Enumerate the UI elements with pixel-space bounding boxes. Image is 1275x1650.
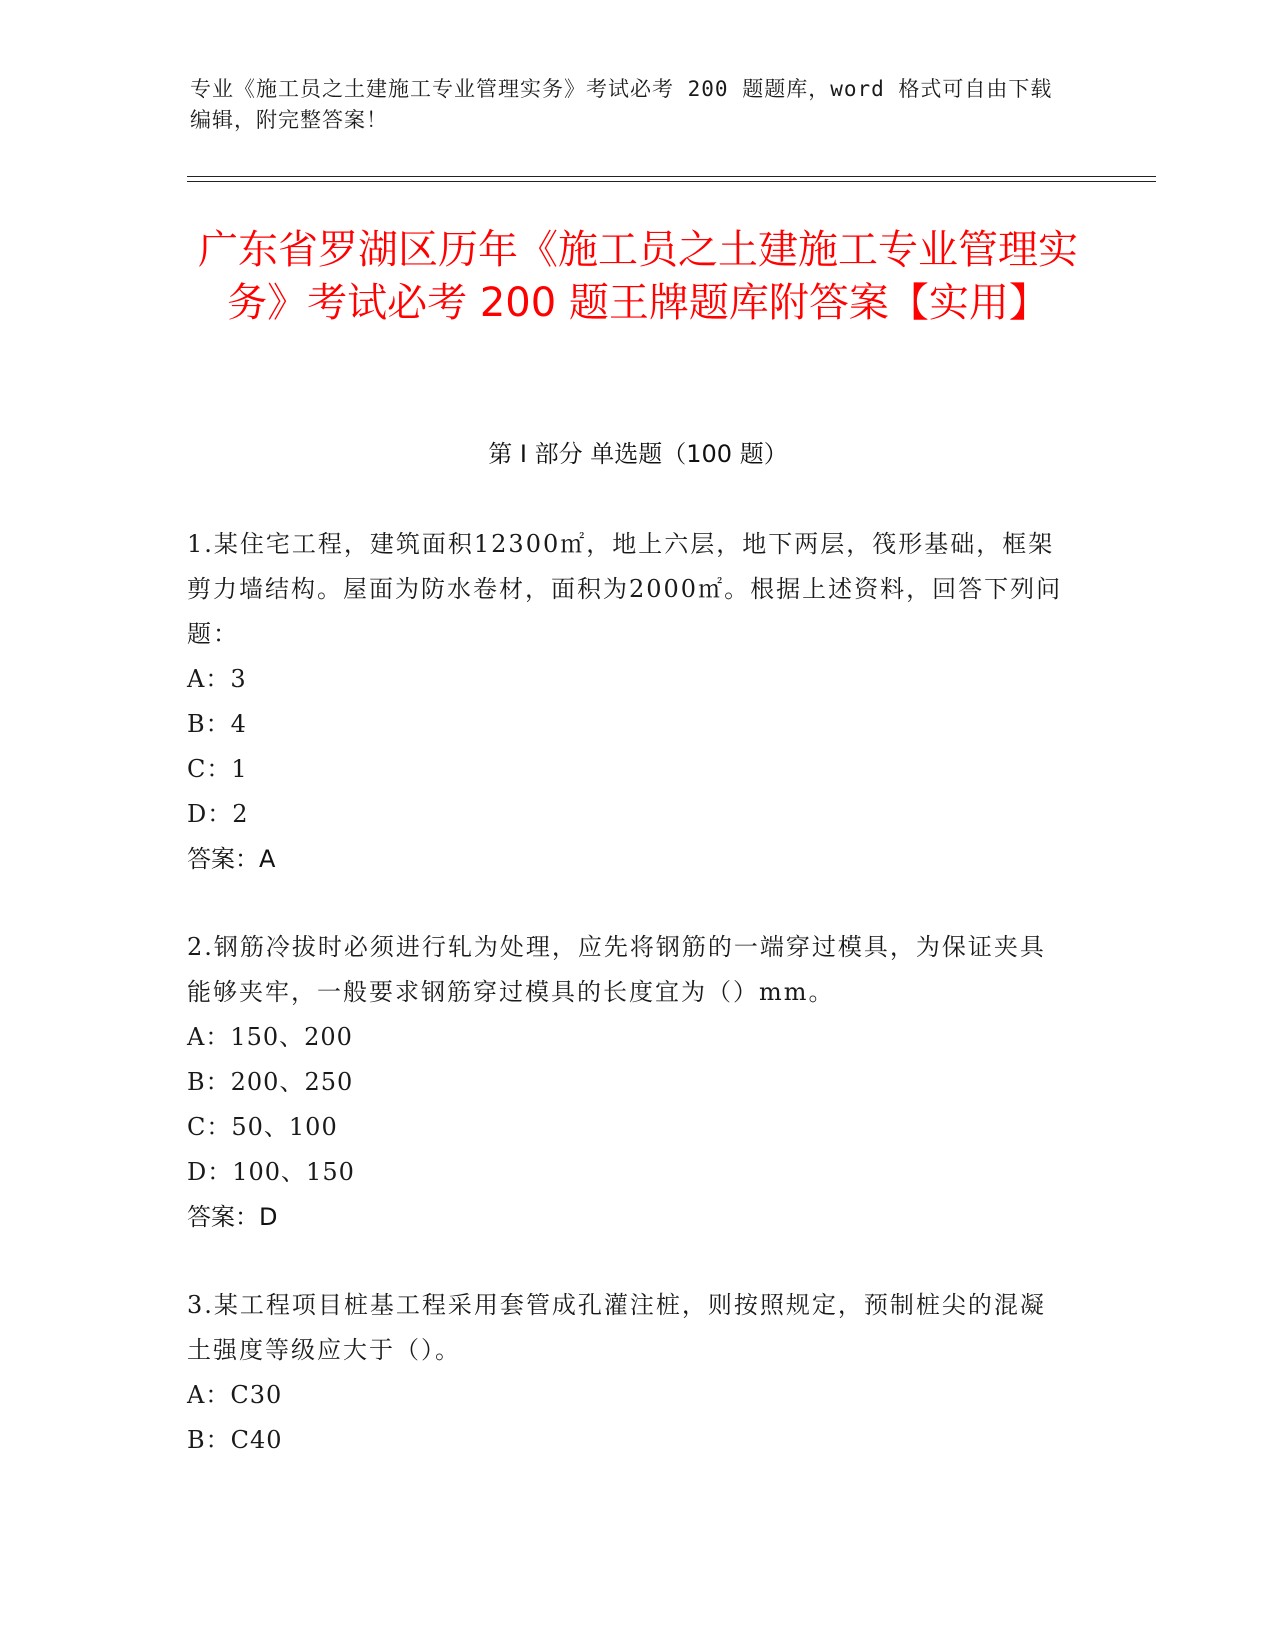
question-item bbox=[187, 925, 1067, 1240]
option-d: D：100、150 bbox=[187, 1158, 355, 1186]
option-a: A：150、200 bbox=[187, 1023, 353, 1051]
option-d: D：2 bbox=[187, 800, 249, 828]
question-list bbox=[187, 522, 1067, 1506]
option-c: C：50、100 bbox=[187, 1113, 338, 1141]
question-stem: 1.某住宅工程，建筑面积12300㎡，地上六层，地下两层，筏形基础，框架剪力墙结构。屋面为防水卷材，面积为2000㎡。根据上述资料，回答下列问题： bbox=[187, 530, 1063, 648]
answer-label: 答案：D bbox=[187, 1203, 278, 1231]
option-b: B：200、250 bbox=[187, 1068, 354, 1096]
section-title: 第 I 部分 单选题（100 题） bbox=[488, 440, 788, 468]
question-stem: 2.钢筋冷拔时必须进行轧为处理，应先将钢筋的一端穿过模具，为保证夹具能够夹牢，一般要求钢筋穿过模具的长度宜为（）mm。 bbox=[187, 933, 1046, 1006]
question-item bbox=[187, 1283, 1067, 1463]
header-divider bbox=[187, 181, 1156, 182]
option-a: A：C30 bbox=[187, 1381, 283, 1409]
answer-label: 答案：A bbox=[187, 845, 276, 873]
header-divider bbox=[187, 176, 1156, 177]
option-a: A：3 bbox=[187, 665, 247, 693]
document-title: 广东省罗湖区历年《施工员之土建施工专业管理实务》考试必考 200 题王牌题库附答案【实用】 bbox=[198, 227, 1078, 326]
option-c: C：1 bbox=[187, 755, 248, 783]
option-b: B：4 bbox=[187, 710, 247, 738]
question-stem: 3.某工程项目桩基工程采用套管成孔灌注桩，则按照规定，预制桩尖的混凝土强度等级应大于（）。 bbox=[187, 1291, 1046, 1364]
question-item bbox=[187, 522, 1067, 882]
header-note: 专业《施工员之土建施工专业管理实务》考试必考 200 题题库，word 格式可自由下载编辑，附完整答案！ bbox=[190, 77, 1053, 132]
option-b: B：C40 bbox=[187, 1426, 283, 1454]
